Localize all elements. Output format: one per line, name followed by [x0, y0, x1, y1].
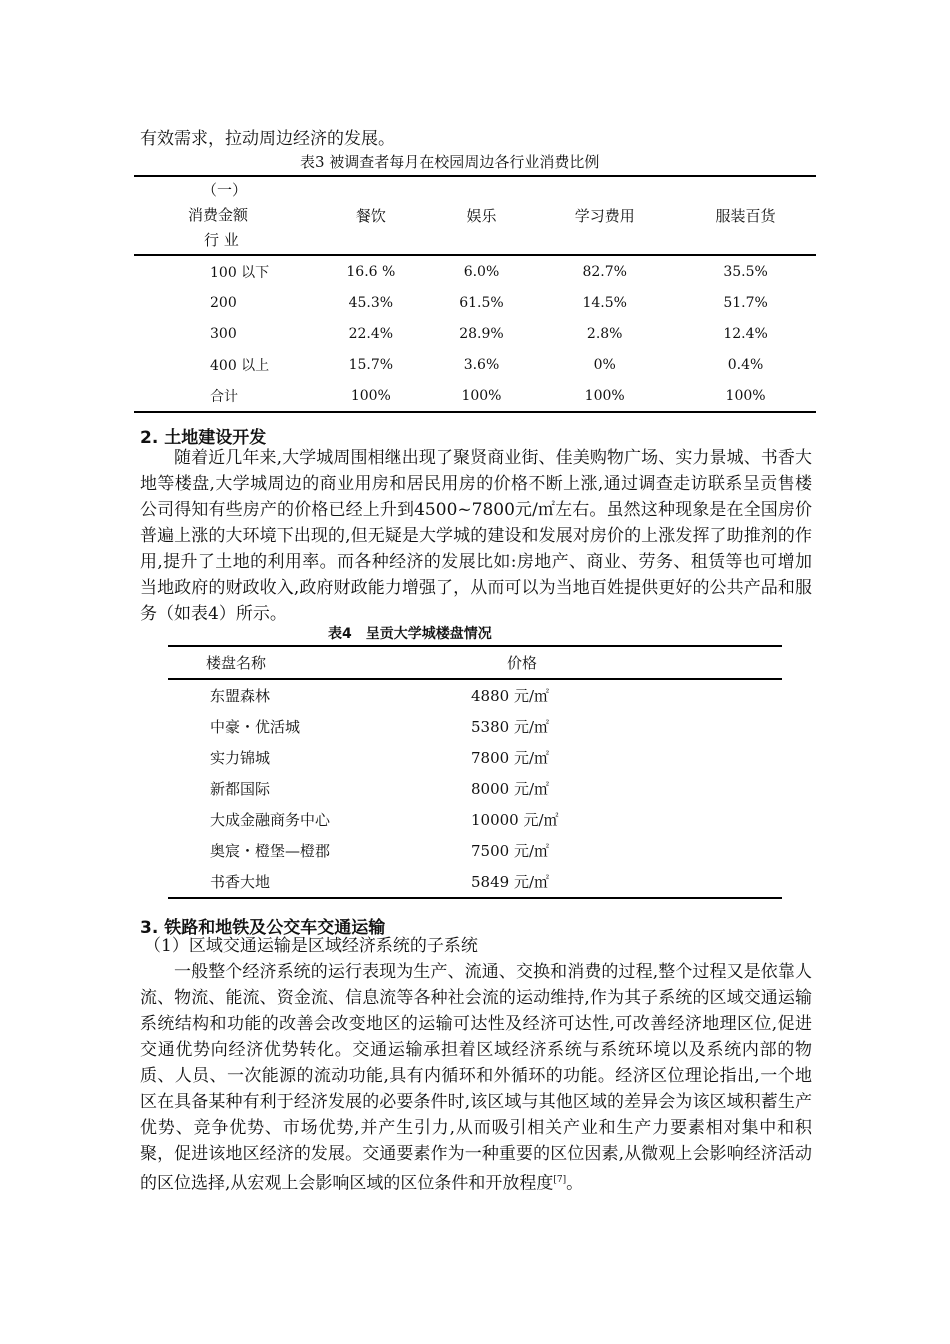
header-diagonal-cell [134, 176, 313, 255]
table-row [134, 380, 816, 412]
table-cell: 82.7% [582, 263, 627, 280]
intro-line: 有效需求，拉动周边经济的发展。 [140, 129, 395, 149]
column-header: 价格 [421, 646, 782, 679]
table-row [168, 679, 782, 711]
table-cell: 100% [584, 387, 625, 404]
column-header: 楼盘名称 [168, 646, 421, 679]
section2-paragraph: 随着近几年来,大学城周围相继出现了聚贤商业街、佳美购物广场、实力景城、书香大地等楼盘,大学城周边的商业用房和居民用房的价格不断上涨,通过调查走访联系呈贡售楼公司得知有些房产的价格已经上升到4500~7800元/㎡左右。虽然这种现象是在全国房价普遍上涨的大环境下出现的,但无疑是大学城的建设和发展对房价的上涨发挥了助推剂的作用,提升了土地的利用率。而各种经济的发展比如:房地产、商业、劳务、租赁等也可增加当地政府的财政收入,政府财政能力增强了，从而可以为当地百姓提供更好的公共产品和服务（如表4）所示。 [140, 448, 812, 624]
table-row [134, 318, 816, 349]
table-cell: 0% [593, 356, 616, 373]
table-cell: 14.5% [582, 294, 627, 311]
row-label: 200 [210, 294, 237, 311]
row-label: 300 [210, 325, 237, 342]
table-row [168, 711, 782, 742]
table-cell: 2.8% [586, 325, 623, 342]
table-cell: 61.5% [459, 294, 504, 311]
table-cell: 6.0% [463, 263, 500, 280]
table-header-row [168, 646, 782, 679]
table-cell: 中豪・优活城 [210, 718, 301, 736]
table-cell: 5849 元/㎡ [471, 873, 549, 891]
table-header-row [134, 176, 816, 255]
table-cell: 3.6% [463, 356, 500, 373]
table-row [168, 804, 782, 835]
row-label: 400 以上 [210, 357, 270, 374]
paragraph-end: 。 [566, 1173, 584, 1194]
consumption-table [134, 175, 816, 413]
table-cell: 奥宸・橙堡—橙郡 [210, 842, 331, 860]
header-diag-line: 行 业 [204, 231, 239, 249]
row-label: 100 以下 [210, 264, 270, 281]
table-cell: 100% [461, 387, 502, 404]
table-row [134, 255, 816, 287]
table-cell: 16.6 % [346, 263, 396, 280]
table-cell: 7800 元/㎡ [471, 749, 549, 767]
table-cell: 东盟森林 [210, 687, 271, 705]
table-cell: 大成金融商务中心 [210, 811, 331, 829]
table-cell: 5380 元/㎡ [471, 718, 549, 736]
housing-table [168, 645, 782, 899]
column-header: 学习费用 [534, 176, 675, 255]
table-row [168, 866, 782, 898]
column-header: 服装百货 [675, 176, 816, 255]
table-cell: 实力锦城 [210, 749, 271, 767]
section3-paragraph-text: 一般整个经济系统的运行表现为生产、流通、交换和消费的过程,整个过程又是依靠人流、物流、能流、资金流、信息流等各种社会流的运动维持,作为其子系统的区域交通运输系统结构和功能的改善会改变地区的运输可达性及经济可达性,可改善经济地理区位,促进交通优势向经济优势转化。交通运输承担着区域经济系统与系统环境以及系统内部的物质、人员、一次能源的流动功能,具有内循环和外循环的功能。经济区位理论指出,一个地区在具备某种有利于经济发展的必要条件时,该区域与其他区域的差异会为该区域积蓄生产优势、竞争优势、市场优势,并产生引力,从而吸引相关产业和生产力要素相对集中和积聚，促进该地区经济的发展。交通要素作为一种重要的区位因素,从微观上会影响经济活动的区位选择,从宏观上会影响区域的区位条件和开放程度 [140, 962, 812, 1194]
table-cell: 35.5% [723, 263, 768, 280]
table-cell: 100% [725, 387, 766, 404]
header-diag-line: （一） [202, 181, 248, 199]
table-row [168, 835, 782, 866]
table-cell: 28.9% [459, 325, 504, 342]
table-row [134, 287, 816, 318]
table-cell: 7500 元/㎡ [471, 842, 549, 860]
header-diag-line: 消费金额 [188, 206, 249, 224]
table-cell: 100% [350, 387, 391, 404]
table-cell: 8000 元/㎡ [471, 780, 549, 798]
table-cell: 0.4% [727, 356, 764, 373]
table-row [168, 742, 782, 773]
section3-subheading: （1）区域交通运输是区域经济系统的子系统 [144, 936, 478, 956]
row-label: 合计 [210, 388, 238, 405]
table-cell: 10000 元/㎡ [471, 811, 559, 829]
table-row [134, 349, 816, 380]
table-cell: 书香大地 [210, 873, 271, 891]
table-cell: 12.4% [723, 325, 768, 342]
citation-marker: [7] [553, 1175, 567, 1185]
table-row [168, 773, 782, 804]
table-cell: 45.3% [348, 294, 394, 311]
section3-heading: 3. 铁路和地铁及公交车交通运输 [140, 918, 386, 938]
table-cell: 15.7% [348, 356, 394, 373]
section2-heading: 2. 土地建设开发 [140, 428, 267, 448]
table3-caption: 表3 被调查者每月在校园周边各行业消费比例 [300, 153, 600, 171]
section3-paragraph [140, 959, 812, 1197]
column-header: 娱乐 [429, 176, 535, 255]
column-header: 餐饮 [313, 176, 429, 255]
table4-caption: 表4 呈贡大学城楼盘情况 [328, 626, 492, 642]
table-cell: 4880 元/㎡ [471, 687, 549, 705]
table-cell: 22.4% [348, 325, 394, 342]
table-cell: 新都国际 [210, 780, 271, 798]
table-cell: 51.7% [723, 294, 768, 311]
